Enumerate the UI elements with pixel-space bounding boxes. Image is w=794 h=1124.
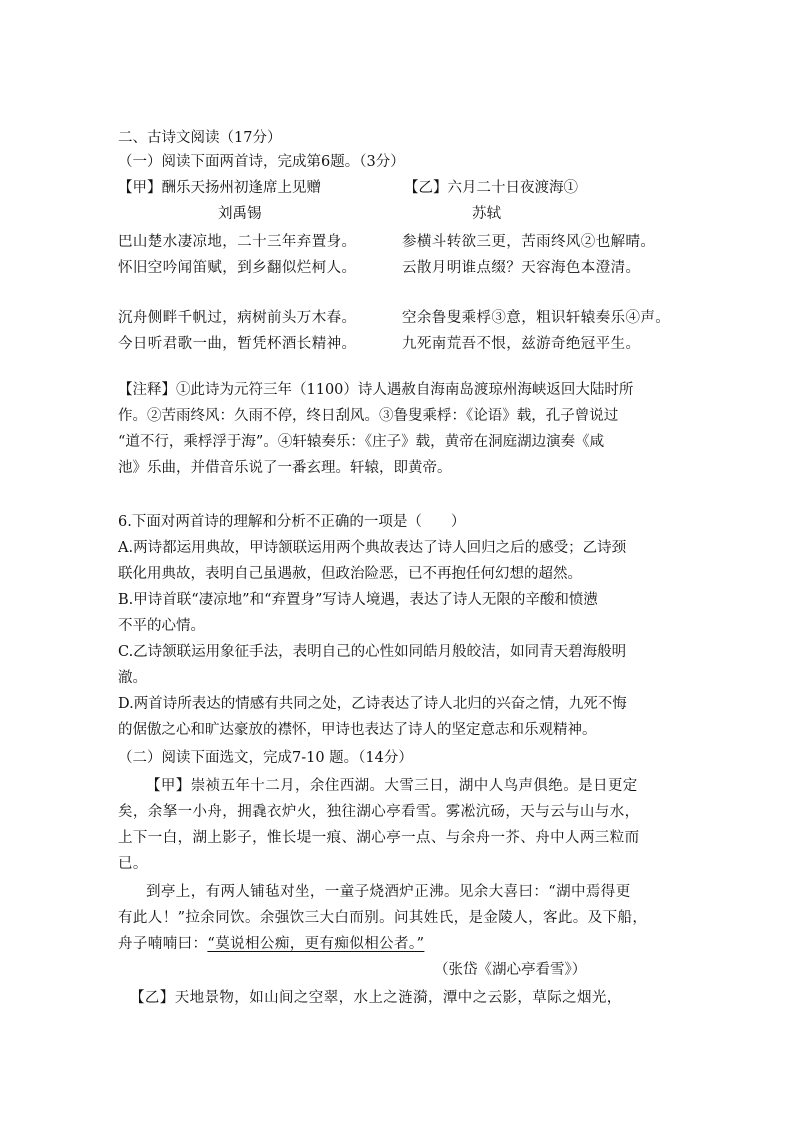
poem-b-line: 九死南荒吾不恨，兹游奇绝冠平生。 (402, 336, 641, 352)
question-option: B.甲诗首联“凄凉地”和“弃置身”写诗人境遇，表达了诗人无限的辛酸和愤懑 (118, 592, 598, 608)
notes-line: 作。②苦雨终风：久雨不停，终日刮风。③鲁叟乘桴：《论语》载，孔子曾说过 (118, 408, 619, 424)
poem-a-author: 刘禹锡 (218, 206, 262, 222)
passage-a-line: 矣，余拏一小舟，拥毳衣炉火，独往湖心亭看雪。雾凇沆砀，天与云与山与水， (118, 804, 640, 820)
poem-a-line: 沉舟侧畔千帆过，病树前头万木春。 (118, 310, 357, 326)
passage-a-line (118, 934, 424, 954)
question-6-stem: 6.下面对两首诗的理解和分析不正确的一项是（ ） (118, 514, 466, 530)
question-option: A.两诗都运用典故，甲诗颔联运用两个典故表达了诗人回归之后的感受；乙诗颈 (118, 540, 627, 556)
passage-a-line: 已。 (118, 856, 148, 872)
poem-a-line: 巴山楚水凄凉地，二十三年弃置身。 (118, 234, 357, 250)
poem-a-line: 今日听君歌一曲，暂凭杯酒长精神。 (118, 336, 357, 352)
notes-line: “道不行，乘桴浮于海”。④轩辕奏乐：《庄子》载，黄帝在洞庭湖边演奏《咸 (118, 434, 605, 450)
question-option: 澈。 (118, 670, 147, 686)
underlined-sentence: “莫说相公痴，更有痴似相公者。” (207, 936, 425, 952)
part2-instruction: （二）阅读下面选文，完成7-10 题。（14分） (118, 750, 413, 766)
passage-a-line: 有此人！”拉余同饮。余强饮三大白而别。问其姓氏，是金陵人，客此。及下船， (118, 910, 648, 926)
passage-a-line: 上下一白，湖上影子，惟长堤一痕、湖心亭一点、与余舟一芥、舟中人两三粒而 (118, 830, 640, 846)
poem-b-title: 【乙】六月二十日夜渡海① (404, 180, 578, 196)
question-option: 的倨傲之心和旷达豪放的襟怀，甲诗也表达了诗人的坚定意志和乐观精神。 (118, 722, 597, 738)
section-title: 二、古诗文阅读（17分） (118, 130, 282, 146)
question-option: D.两首诗所表达的情感有共同之处，乙诗表达了诗人北归的兴奋之情，九死不悔 (118, 696, 627, 712)
poem-b-line: 参横斗转欲三更，苦雨终风②也解晴。 (402, 234, 656, 250)
question-option: 联化用典故，表明自己虽遇赦，但政治险恶，已不再抱任何幻想的超然。 (118, 566, 582, 582)
question-option: C.乙诗颔联运用象征手法，表明自己的心性如同皓月般皎洁，如同青天碧海般明 (118, 644, 627, 660)
question-option: 不平的心情。 (118, 618, 205, 634)
poem-b-line: 云散月明谁点缀？天容海色本澄清。 (402, 260, 641, 276)
passage-a-last-prefix: 舟子喃喃曰： (118, 936, 208, 952)
notes-line: 【注释】①此诗为元符三年（1100）诗人遇赦自海南岛渡琼州海峡返回大陆时所 (118, 382, 634, 398)
passage-a-source: （张岱《湖心亭看雪》） (434, 962, 587, 978)
poem-a-title: 【甲】酬乐天扬州初逢席上见赠 (118, 180, 321, 196)
poem-b-line: 空余鲁叟乘桴③意，粗识轩辕奏乐④声。 (402, 310, 671, 326)
passage-a-line: 到亭上，有两人铺毡对坐，一童子烧酒炉正沸。见余大喜曰：“湖中焉得更 (146, 884, 631, 900)
part1-instruction: （一）阅读下面两首诗，完成第6题。（3分） (118, 154, 405, 170)
passage-b-line: 【乙】天地景物，如山间之空翠，水上之涟漪，潭中之云影，草际之烟光， (130, 990, 622, 1006)
poem-a-line: 怀旧空吟闻笛赋，到乡翻似烂柯人。 (118, 260, 357, 276)
passage-a-line: 【甲】崇祯五年十二月，余住西湖。大雪三日，湖中人鸟声俱绝。是日更定 (146, 778, 638, 794)
poem-b-author: 苏轼 (472, 206, 501, 222)
notes-line: 池》乐曲，并借音乐说了一番玄理。轩辕，即黄帝。 (118, 460, 452, 476)
